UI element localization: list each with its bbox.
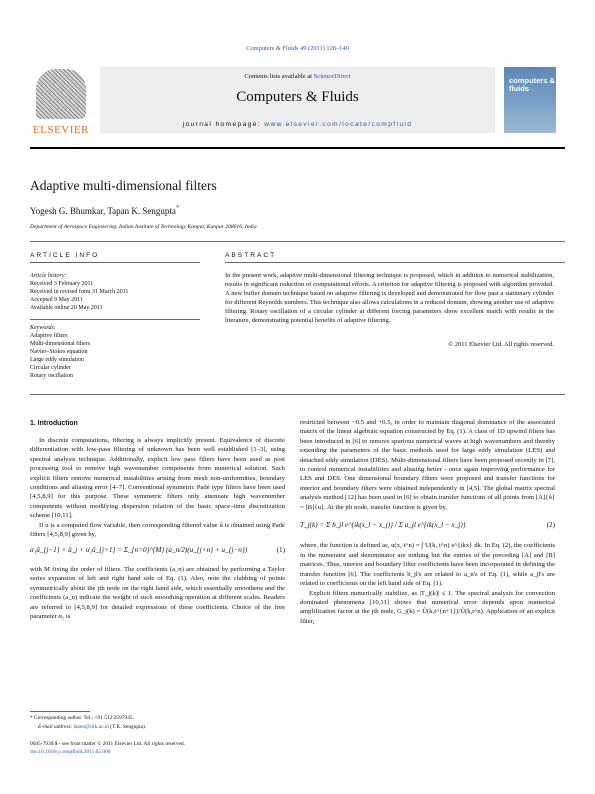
journal-header [30,67,565,142]
keyword: Rotary oscillation [30,373,73,379]
keyword: Navier–Stokes equation [30,349,88,355]
abstract-heading: ABSTRACT [225,252,277,259]
journal-cover[interactable] [504,67,556,133]
contents-line [100,73,495,80]
paragraph: In discrete computations, filtering is always implicitly present. Equivalence of discrete differentiation with low-pass filtering of unknown has been well established [1–3], using spectral analysis technique. Additionally, explicit low pass filters have been used as post processing tool to remove high wavenumber components from numerical solution. Such explicit filters remove numerical instabilities arising from mesh non-uniformities, boundary conditions and aliasing error [4–7]. Conventional symmetric Padé type filters have been used [4,5,8,9] for this purpose. These symmetric filters only attenuate high wavenumber components without modifying dispersion relation of the basic space–time discretization scheme [10,11]. [30,437,285,520]
abstract-bottom-rule [30,394,565,395]
section-heading: 1. Introduction [30,420,78,427]
keyword: Adaptive filters [30,333,68,339]
homepage-link[interactable]: www.elsevier.com/locate/compfluid [264,121,413,128]
info-rule [30,262,200,263]
homepage-line [100,121,495,128]
footnote-rule [30,711,90,712]
keyword: Multi-dimensional filters [30,341,91,347]
journal-reference[interactable]: Computers & Fluids 49 (2011) 128–140 [246,45,349,52]
equation-1-number: (1) [276,546,285,555]
copyright: © 2011 Elsevier Ltd. All rights reserved. [448,341,554,348]
corresponding-note: * Corresponding author. Tel.: +91 512 2597945. [30,715,134,721]
email-link[interactable]: tksen@iitk.ac.in [73,724,109,730]
equation-1-body: α₁û_{j−1} + û_j + α₁û_{j+1} = Σ_{n=0}^{M} (a_n/2)(u_{j+n} + u_{j−n}) [30,546,248,555]
equation-1 [30,546,285,555]
equation-2-number: (2) [546,521,555,530]
abstract-rule [225,262,565,263]
journal-title: Computers & Fluids [236,89,359,105]
history-item: Accepted 9 May 2011 [30,297,83,303]
paragraph: where, the function is defined as, u(x, t^n) = ∫ U(k, t^n) e^{ikx} dk. In Eq. (2), the coefficients in the numerator and denominator are nothing but the entries of the preceding [A] and [B] matrices. Thus, interior and boundary filter coefficients have been incorporated in defining the transfer function [6]. The coefficients b_jl's are related to a_n's of Eq. (1), while a_jl's are related to coefficients on the left hand side of Eq. (1). [300,542,555,588]
keywords-label: Keywords: [30,325,56,331]
paragraph: restricted between −0.5 and +0.5, in order to maintain diagonal dominance of the associated matrix of the linear algebraic equation constructed by Eq. (1). A class of 1D upwind filters has been introduced in [6] to remove spurious numerical waves at high wavenumbers and thereby extending the parameters of the basic methods used for large eddy simulation (LES) and detached eddy simulation (DES). Multi-dimensional filters have been proposed recently in [7], to control numerical instabilities and aliasing better - once again improving performance for LES and DES. One dimensional boundary filters were proposed and transfer functions for interior and boundary filters were obtained independently in [4,5]. The global matrix spectral analysis method [12] has been used in [6] to obtain transfer functions of all points from [A]{û} = [B]{u}. At the jth node, transfer function is given by, [300,419,555,511]
email-line [38,724,146,730]
email-suffix: (T.K. Sengupta). [108,724,147,730]
keyword: Large eddy simulation [30,357,84,363]
equation-2-body: T_j(k) = Σ b_jl e^{ik(x_l − x_j)} / Σ a_jl e^{ik(x_l − x_j)} [300,521,466,530]
keywords-rule [30,319,200,320]
cover-title: computers & fluids [509,76,555,93]
divider [30,241,565,242]
keyword: Circular cylinder [30,365,71,371]
author-names: Yogesh G. Bhumkar, Tapan K. Sengupta [30,206,176,216]
publisher-logo[interactable] [30,67,92,142]
history-item: Received 3 February 2011 [30,281,94,287]
homepage-prefix: journal homepage: [182,121,265,128]
history-item: Available online 20 May 2011 [30,305,103,311]
sciencedirect-link[interactable]: ScienceDirect [313,73,351,80]
equation-2 [300,521,555,530]
issn-line: 0045-7930/$ - see front matter © 2011 Elsevier Ltd. All rights reserved. [30,741,185,747]
paragraph: with M fixing the order of filters. The coefficients (a_n) are obtained by performing a Taylor series expansion of left and right hand side of Eq. (1). Also, note the clubbing of points symmetrically about the jth node on the right hand side, which essentially smoothens and the coefficients (a_n) indicate the weight of such smoothing operation at different scales. Readers are referred to [4,5,8,9] for detailed expressions of these coefficients. Choice of the free parameter α₁ is [30,565,285,620]
contents-prefix: Contents lists available at [244,73,314,80]
abstract-text: In the present work, adaptive multi-dimensional filtering technique is proposed, which in addition to numerical stabilization, results in significant reduction of computational efforts. A criterion for adaptive filtering is proposed with algorithm provided. A new buffer domain technique based on adaptive filtering is developed and demonstrated for flow past a stationary cylinder for different Reynolds numbers. This technique also allows calculations in a reduced domain, showing another use of adaptive filtering. Rotary oscillation of a circular cylinder at different forcing parameters show excellent match with results in the literature, demonstrating potential benefits of adaptive filtering. [225,272,554,324]
email-label: E-mail address: [38,724,74,730]
paragraph: Explicit filters numerically stabilize, as |T_j(k)| ≤ 1. The spectral analysis for convection dominated phenomena [10,11] shows that numerical error depends upon numerical amplification factor at the jth node, G_j(k) = Û(k,t^{n+1})/Û(k,t^n). Application of an explicit filter, [300,589,555,625]
publisher-name: ELSEVIER [33,124,89,136]
history-label: Article history: [30,273,67,279]
article-info-heading: ARTICLE INFO [30,252,100,259]
elsevier-tree-icon [36,69,86,119]
history-item: Received in revised form 31 March 2011 [30,289,129,295]
affiliation: Department of Aerospace Engineering, Indian Institute of Technology Kanpur, Kanpur 208016, India [30,224,257,230]
doi-link[interactable]: doi:10.1016/j.compfluid.2011.05.006 [30,749,111,755]
article-authors [30,203,180,216]
column-left [30,436,285,621]
article-info [30,264,200,380]
corresponding-author-link[interactable]: * [175,203,180,212]
column-right [300,418,555,626]
paragraph: If u is a computed flow variable, then corresponding filtered value û is obtained using Padé filters [4,5,8,9] given by, [30,521,285,539]
header-rule [30,147,565,149]
article-title: Adaptive multi-dimensional filters [30,178,217,193]
header-center [100,67,495,133]
